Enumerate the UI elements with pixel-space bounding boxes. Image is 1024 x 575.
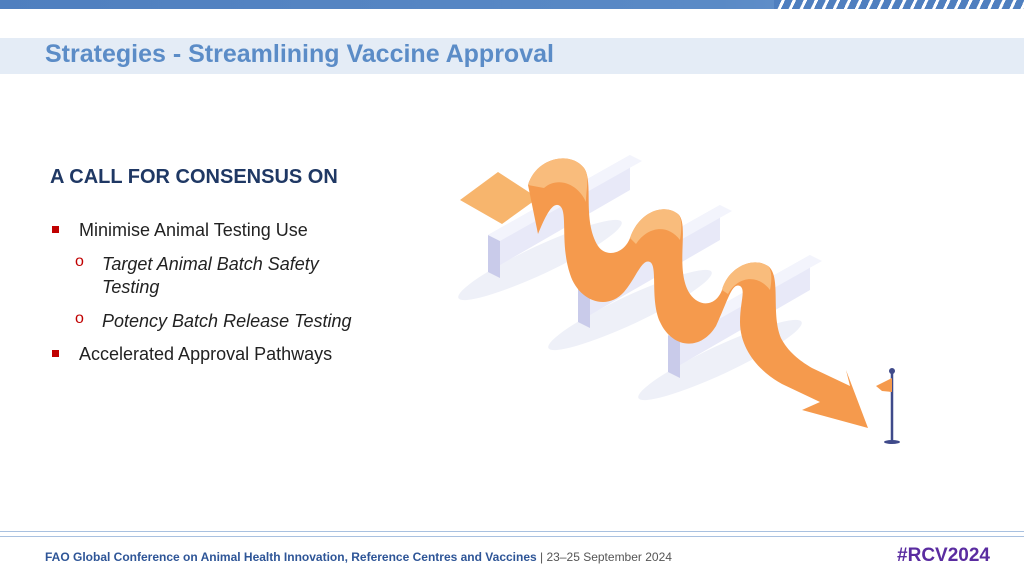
sub-bullet-marker: o bbox=[75, 253, 84, 270]
footer-text bbox=[45, 550, 672, 564]
top-stripe-pattern bbox=[774, 0, 1024, 9]
conference-dates: 23–25 September 2024 bbox=[546, 550, 672, 564]
path-over-barriers-to-flag-icon bbox=[410, 140, 930, 460]
footer-divider bbox=[0, 531, 1024, 532]
slide-title: Strategies - Streamlining Vaccine Approval bbox=[45, 40, 554, 68]
bullet-marker bbox=[52, 350, 59, 357]
sub-bullet-item: Potency Batch Release Testing bbox=[102, 311, 352, 331]
bullet-item: Minimise Animal Testing Use bbox=[79, 220, 308, 240]
section-heading: A CALL FOR CONSENSUS ON bbox=[50, 166, 338, 188]
bullet-item: Accelerated Approval Pathways bbox=[79, 344, 333, 364]
footer-separator: | bbox=[540, 550, 544, 564]
footer-divider bbox=[0, 536, 1024, 537]
event-hashtag: #RCV2024 bbox=[897, 545, 990, 566]
bullet-marker bbox=[52, 226, 59, 233]
sub-bullet-item: Target Animal Batch Safety Testing bbox=[102, 254, 319, 297]
conference-name: FAO Global Conference on Animal Health Innovation, Reference Centres and Vaccines bbox=[45, 550, 537, 564]
sub-bullet-marker: o bbox=[75, 310, 84, 327]
